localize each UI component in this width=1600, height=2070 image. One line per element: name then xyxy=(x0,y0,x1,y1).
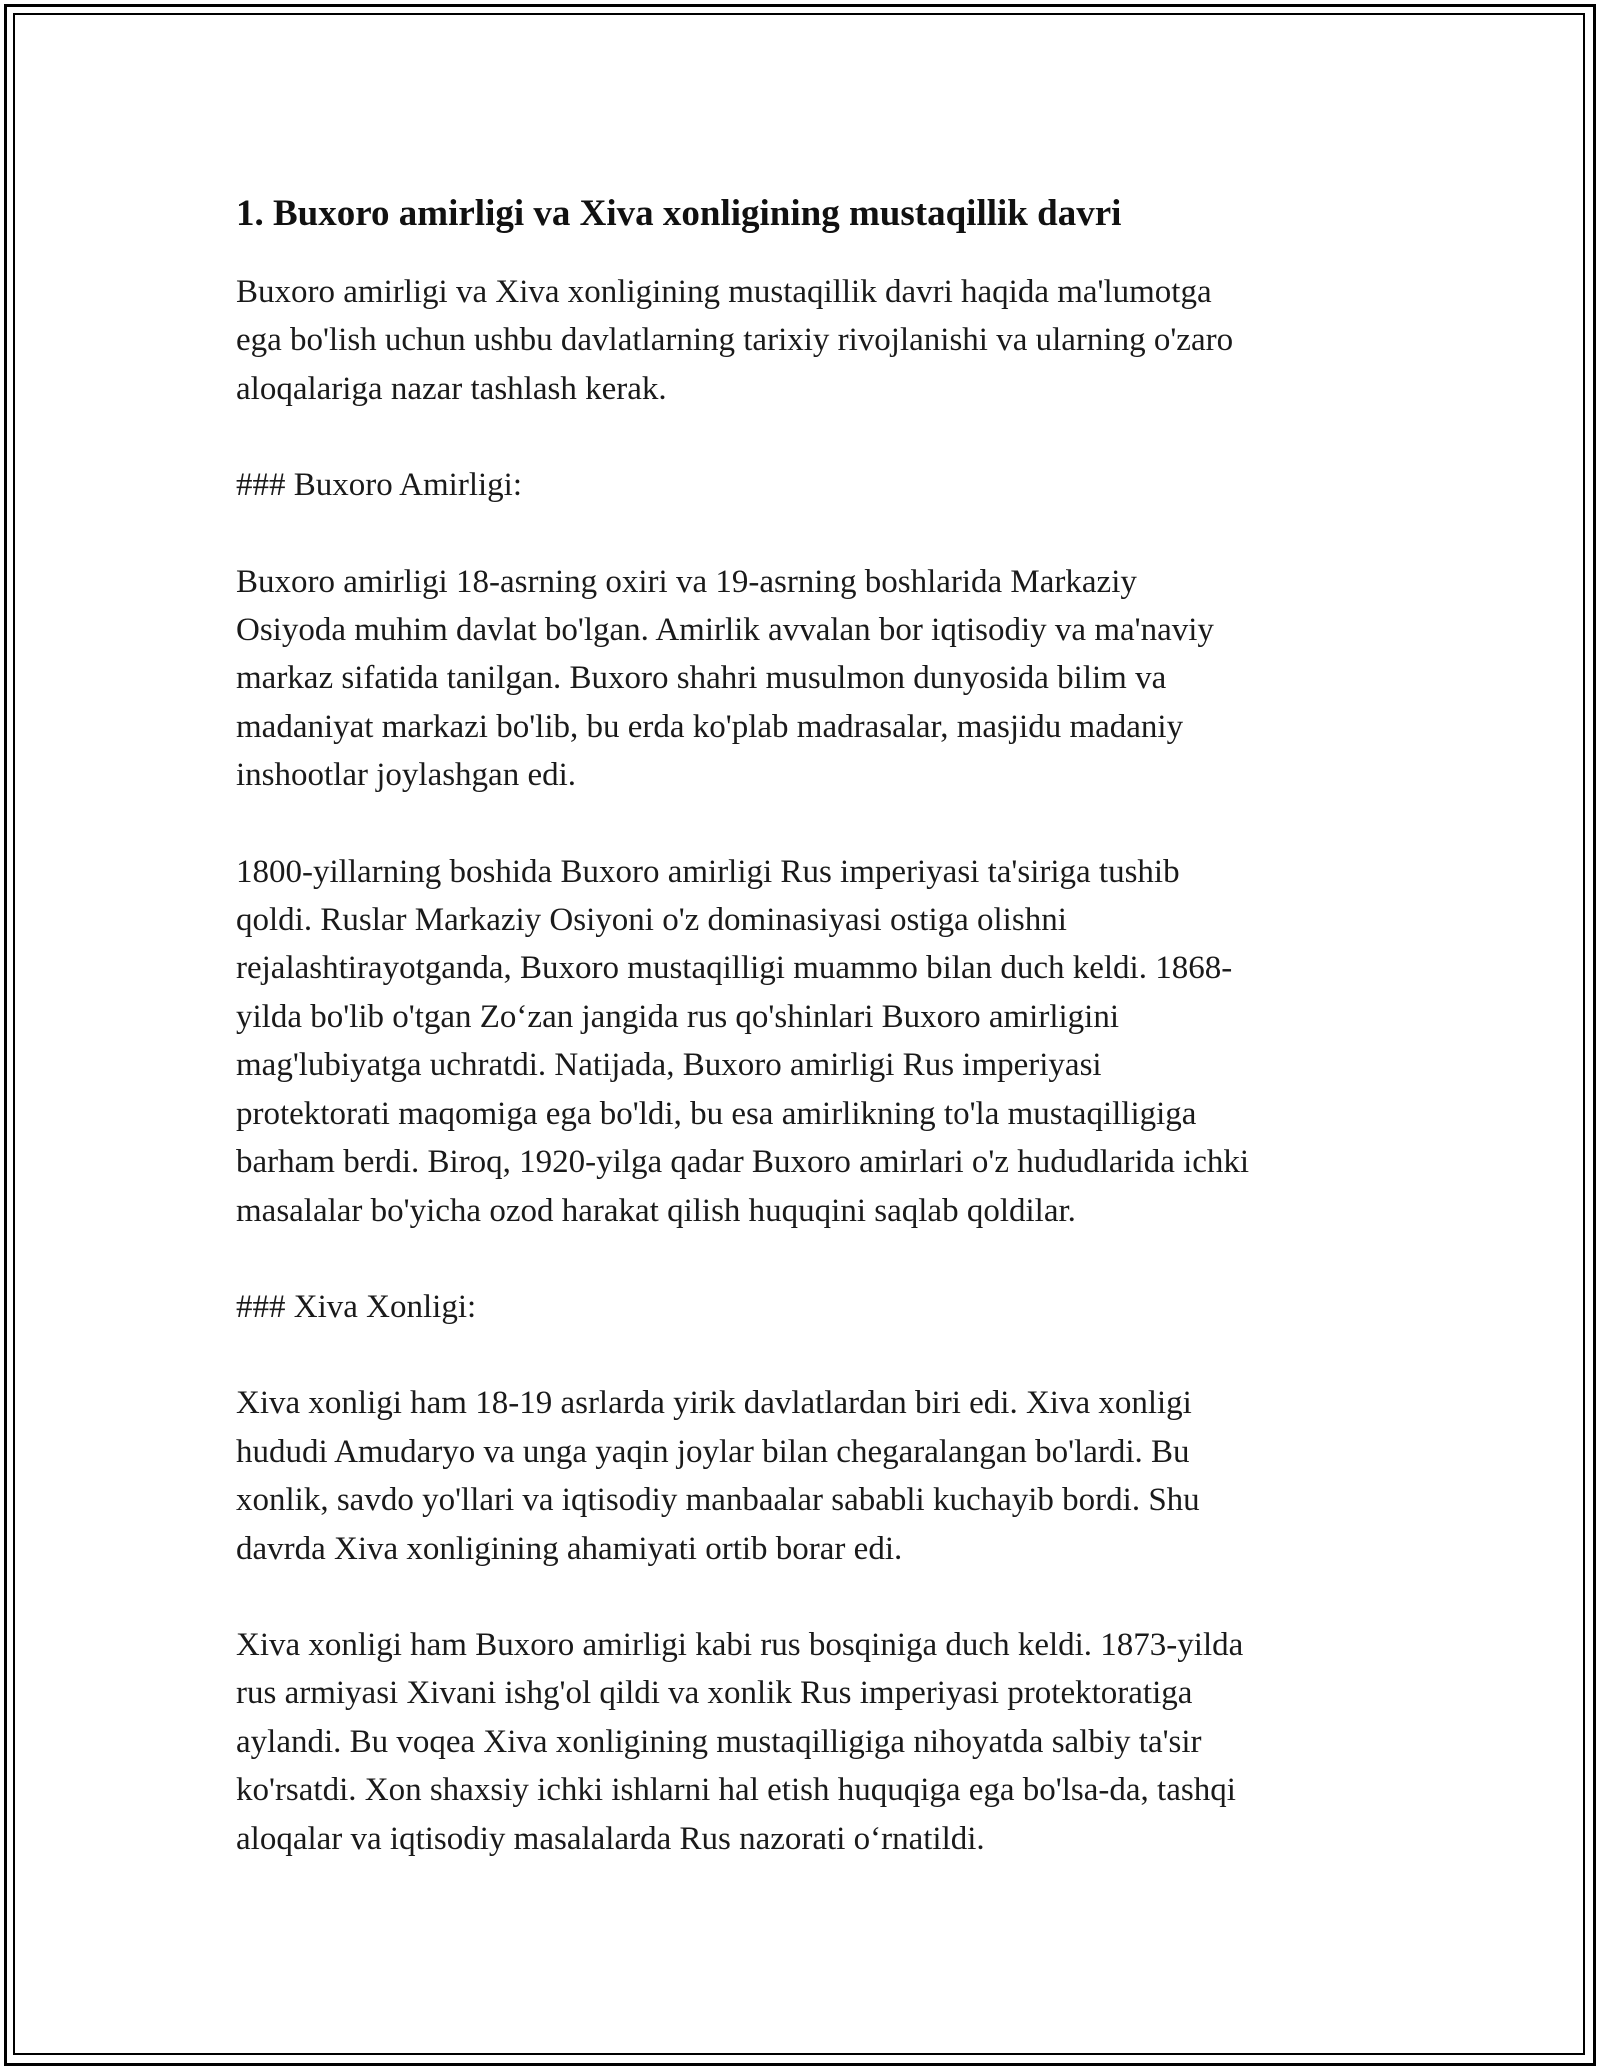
document-title: 1. Buxoro amirligi va Xiva xonligining mustaqillik davri xyxy=(236,193,1122,234)
xiva-paragraph-2: Xiva xonligi ham Buxoro amirligi kabi rus bosqiniga duch keldi. 1873-yilda rus armiyasi Xivani ishg'ol qildi va xonlik Rus imperiyasi protektoratiga aylandi. Bu voqea Xiva xonligining mustaqilligiga nihoyatda salbiy ta'sir ko'rsatdi. Xon shaxsiy ichki ishlarni hal etish huquqiga ega bo'lsa-da, tashqi aloqalar va iqtisodiy masalalarda Rus nazorati o‘rnatildi. xyxy=(236,1626,1244,1857)
document-body xyxy=(236,186,1376,1911)
buxoro-paragraph-1: Buxoro amirligi 18-asrning oxiri va 19-asrning boshlarida Markaziy Osiyoda muhim davlat bo'lgan. Amirlik avvalan bor iqtisodiy va ma'naviy markaz sifatida tanilgan. Buxoro shahri musulmon dunyosida bilim va madaniyat markazi bo'lib, bu erda ko'plab madrasalar, masjidu madaniy inshootlar joylashgan edi. xyxy=(236,563,1214,794)
buxoro-paragraph-2: 1800-yillarning boshida Buxoro amirligi Rus imperiyasi ta'siriga tushib qoldi. Ruslar Markaziy Osiyoni o'z dominasiyasi ostiga olishni rejalashtirayotganda, Buxoro mustaqilligi muammo bilan duch keldi. 1868- yilda bo'lib o'tgan Zo‘zan jangida rus qo'shinlari Buxoro amirligini mag'lubiyatga uchratdi. Natijada, Buxoro amirligi Rus imperiyasi protektorati maqomiga ega bo'ldi, bu esa amirlikning to'la mustaqilligiga barham berdi. Biroq, 1920-yilga qadar Buxoro amirlari o'z hududlarida ichki masalalar bo'yicha ozod harakat qilish huquqini saqlab qoldilar. xyxy=(236,853,1250,1229)
section-heading-buxoro: ### Buxoro Amirligi: xyxy=(236,467,523,504)
xiva-paragraph-1: Xiva xonligi ham 18-19 asrlarda yirik davlatlardan biri edi. Xiva xonligi hududi Amudaryo va unga yaqin joylar bilan chegaralangan bo'lardi. Bu xonlik, savdo yo'llari va iqtisodiy manbaalar sababli kuchayib bordi. Shu davrda Xiva xonligining ahamiyati ortib borar edi. xyxy=(236,1385,1200,1567)
section-heading-xiva: ### Xiva Xonligi: xyxy=(236,1288,477,1325)
intro-paragraph: Buxoro amirligi va Xiva xonligining mustaqillik davri haqida ma'lumotga ega bo'lish uchun ushbu davlatlarning tarixiy rivojlanishi va ularning o'zaro aloqalariga nazar tashlash kerak. xyxy=(236,274,1234,407)
